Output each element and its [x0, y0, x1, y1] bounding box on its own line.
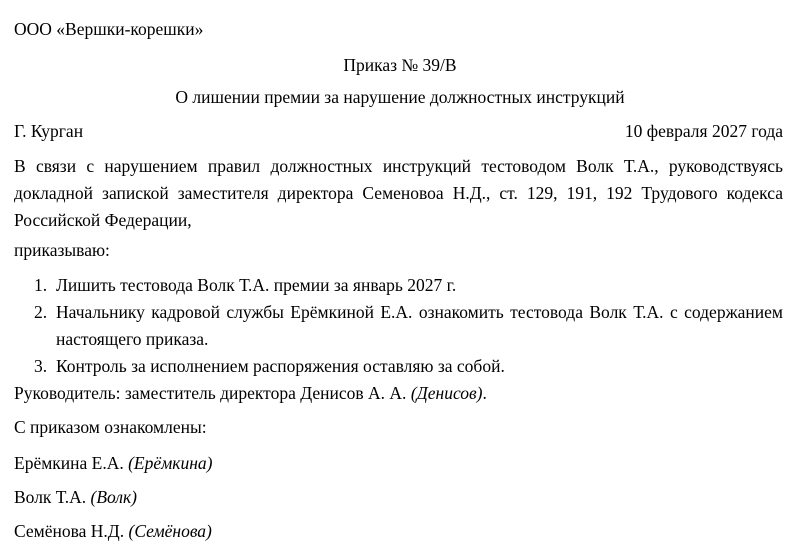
acknowledgement-name: Ерёмкина Е.А. — [14, 453, 124, 473]
acknowledgement-signature: (Ерёмкина) — [128, 453, 213, 473]
order-title: Приказ № 39/В — [343, 55, 457, 75]
order-item-number: 3. — [34, 356, 48, 376]
signer-suffix: . — [482, 383, 487, 403]
order-item-text: Контроль за исполнением распоряжения оставляю за собой. — [56, 356, 505, 376]
order-items-list — [14, 272, 783, 380]
acknowledgement-line — [14, 485, 137, 509]
acknowledgement-line — [14, 519, 212, 543]
order-item — [14, 299, 783, 353]
order-date: 10 февраля 2027 года — [624, 121, 783, 141]
acknowledgement-line — [14, 451, 213, 475]
order-word: приказываю: — [14, 240, 110, 260]
acknowledgement-signature: (Семёнова) — [128, 521, 212, 541]
order-subject: О лишении премии за нарушение должностных инструкций — [175, 87, 625, 107]
preamble-paragraph: В связи с нарушением правил должностных инструкций тестоводом Волк Т.А., руководствуясь докладной запиской заместителя директора Семеновоа Н.Д., ст. 129, 191, 192 Трудового кодекса Российской Федерации, — [14, 156, 783, 230]
order-item-text: Лишить тестовода Волк Т.А. премии за январь 2027 г. — [56, 275, 457, 295]
organization-name: ООО «Вершки-корешки» — [14, 19, 204, 39]
order-item-number: 2. — [34, 302, 48, 322]
order-item-text: Начальнику кадровой службы Ерёмкиной Е.А. ознакомить тестовода Волк Т.А. с содержанием настоящего приказа. — [56, 302, 783, 349]
acknowledgement-name: Семёнова Н.Д. — [14, 521, 125, 541]
order-item — [14, 353, 783, 380]
city: Г. Курган — [14, 121, 84, 141]
signer-signature: (Денисов) — [410, 383, 483, 403]
order-item — [14, 272, 783, 299]
signer-line — [14, 381, 487, 405]
acquainted-label: С приказом ознакомлены: — [14, 417, 207, 437]
signer-text: Руководитель: заместитель директора Денисов А. А. — [14, 383, 407, 403]
acknowledgement-signature: (Волк) — [90, 487, 137, 507]
order-item-number: 1. — [34, 275, 48, 295]
acknowledgement-name: Волк Т.А. — [14, 487, 87, 507]
